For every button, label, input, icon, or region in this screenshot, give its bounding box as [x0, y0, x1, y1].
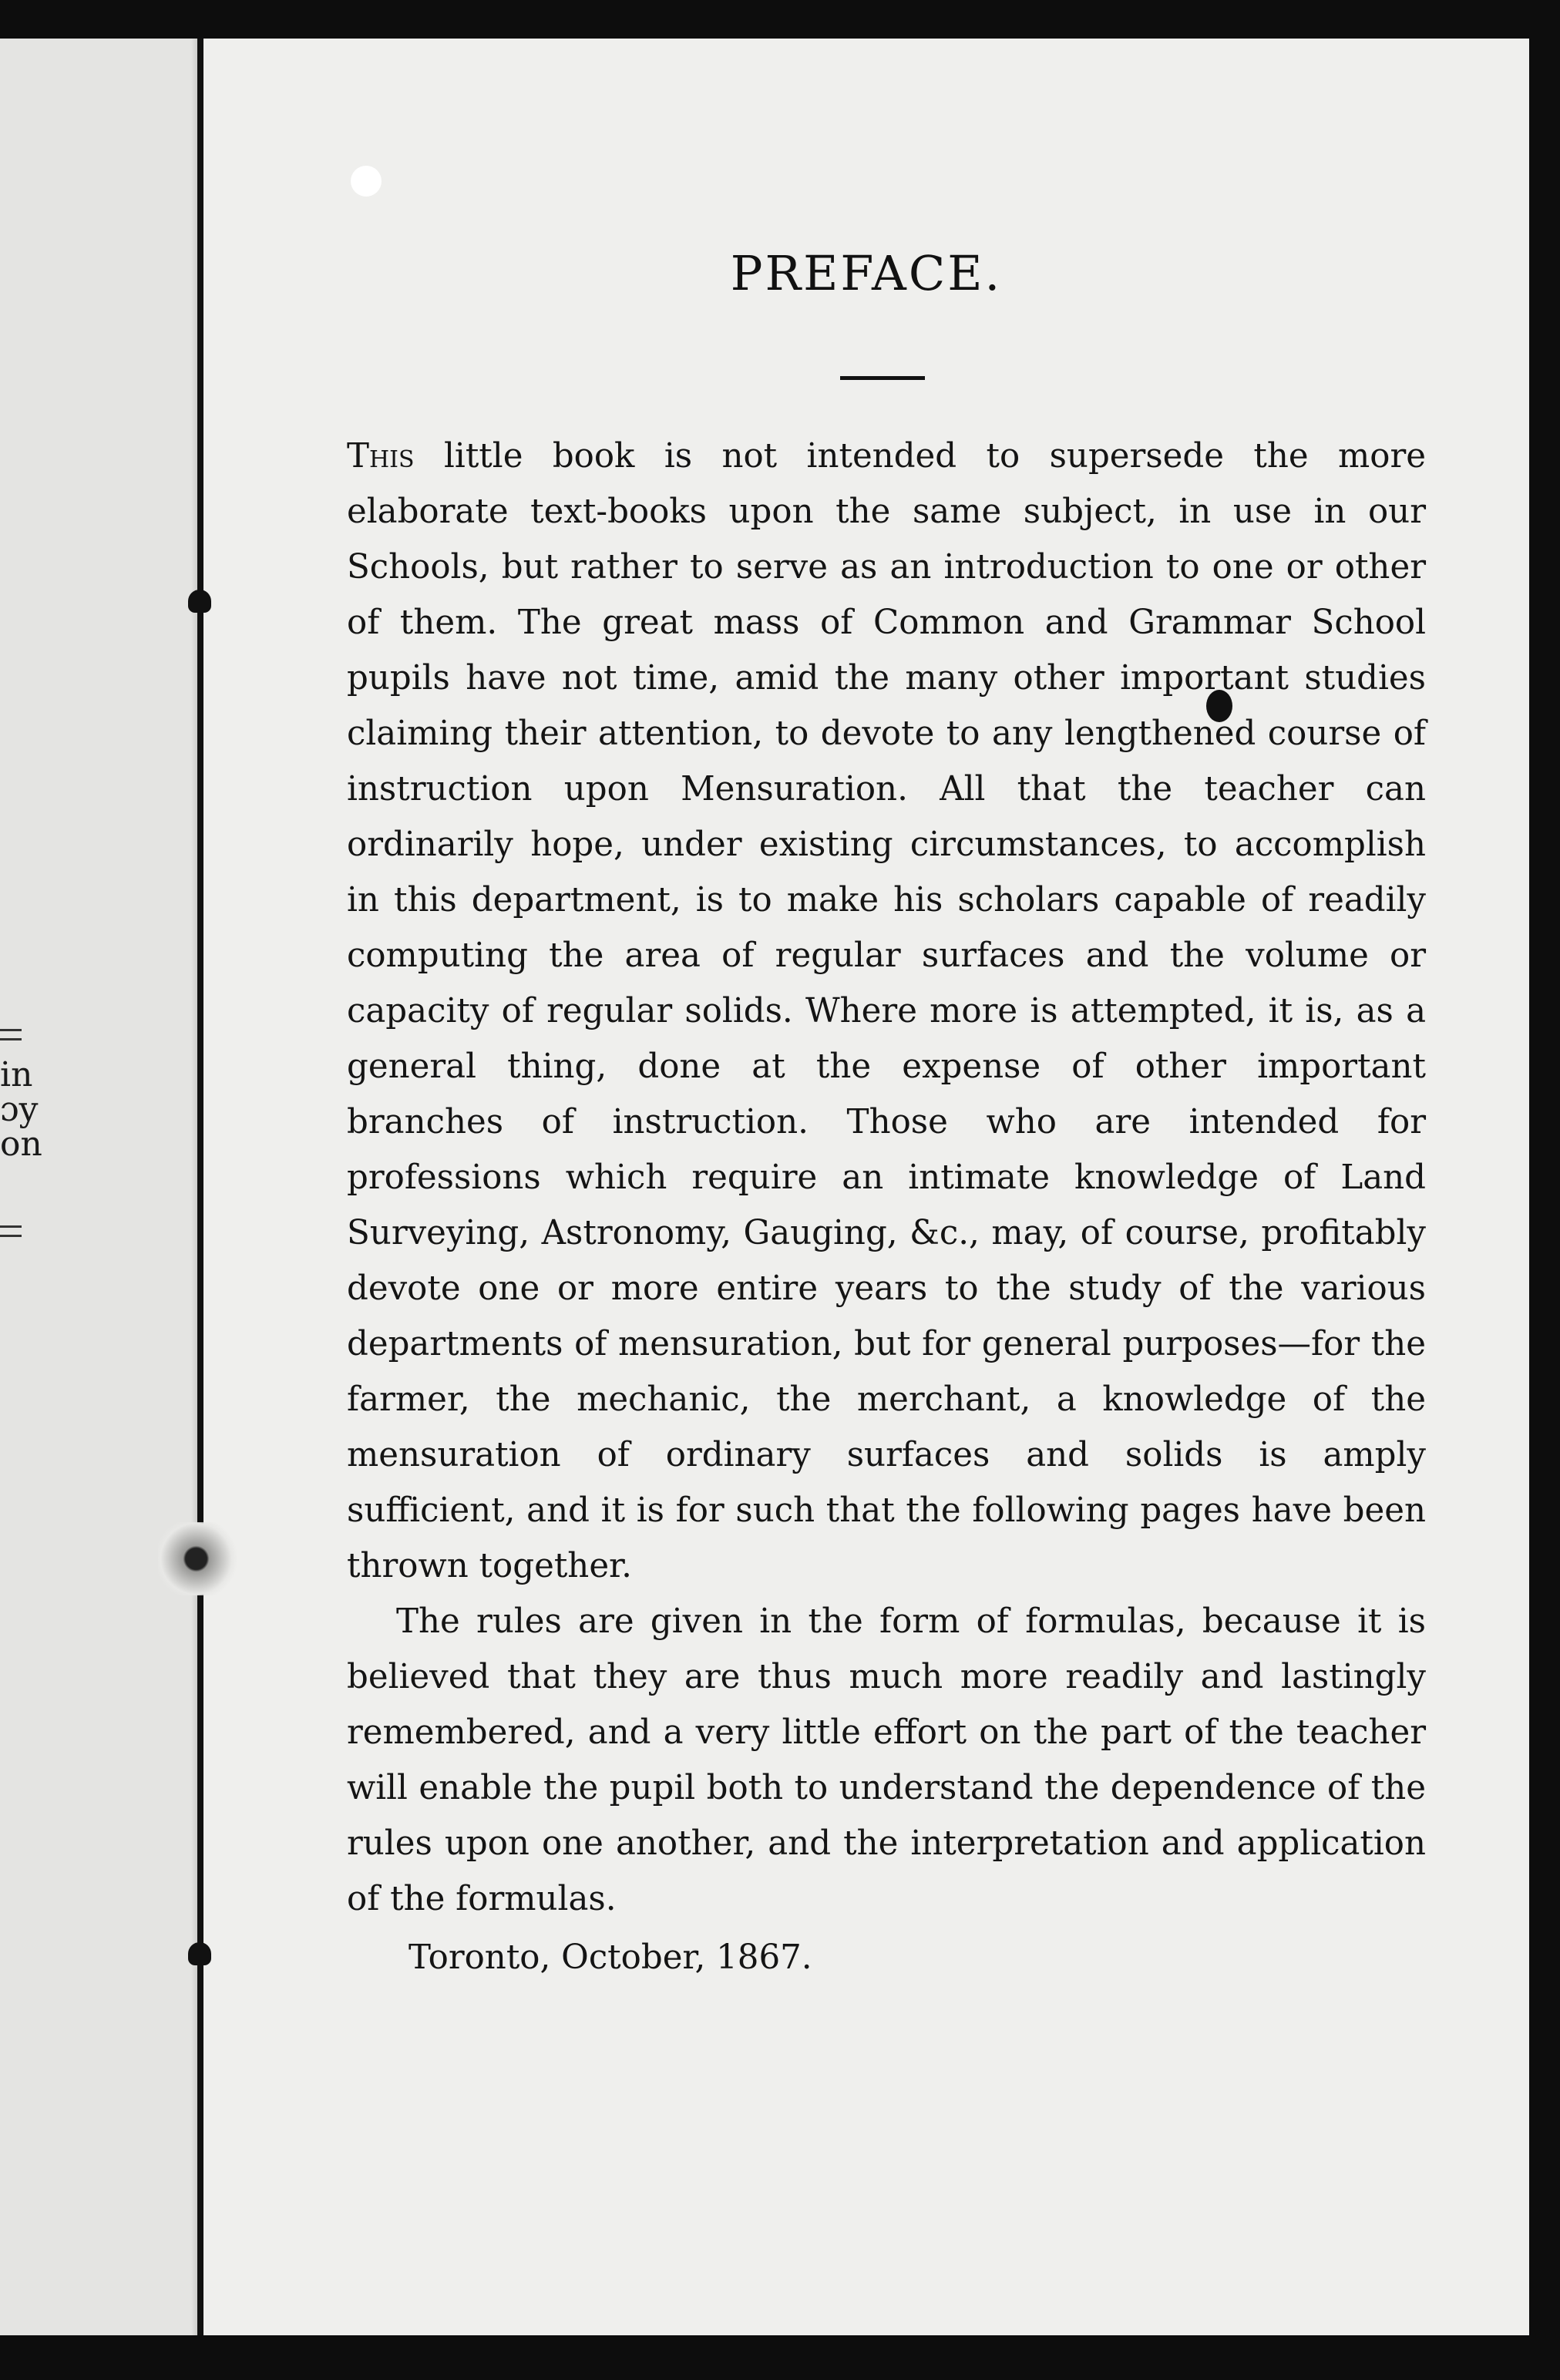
paragraph [347, 1594, 1426, 1927]
page-title: PREFACE. [730, 245, 1003, 301]
binding-tear [158, 1522, 243, 1595]
left-page-rule [0, 1029, 22, 1031]
left-page-text-line: ɔy [0, 1090, 39, 1129]
left-page-rule [0, 1225, 22, 1228]
signoff: Toronto, October, 1867. [408, 1938, 812, 1977]
left-page-edge [0, 39, 202, 2335]
paragraph-text: little book is not intended to supersede the more elaborate text-books upon the same subject, in use in our Schools, but rather to serve as an introduction to one or other of them. The great mass of Common and Grammar School pupils have not time, amid the many other important studies claiming their attention, to devote to any lengthened course of instruction upon Mensuration. All that the teacher can ordinarily hope, under existing circumstances, to accomplish in this department, is to make his scholars capable of readily computing the area of regular surfaces and the volume or capacity of regular solids. Where more is attempted, it is, as a general thing, done at the expense of other important branches of instruction. Those who are intended for professions which require an intimate knowledge of Land Surveying, Astronomy, Gauging, &c., may, of course, profitably devote one or more entire years to the study of the various departments of mensuration, but for general purposes—for the farmer, the mechanic, the merchant, a knowledge of the mensuration of ordinary surfaces and solids is amply sufficient, and it is for such that the following pages have been thrown together. [347, 437, 1426, 1585]
left-page-rule [0, 1038, 22, 1040]
title-rule [840, 376, 925, 380]
paper-speck [351, 166, 382, 197]
paragraph-text: The rules are given in the form of formulas, because it is believed that they are thus much more readily and lastingly remembered, and a very little effort on the part of the teacher will enable the pupil both to understand the dependence of the rules upon one another, and the interpretation and application of the formulas. [347, 1602, 1426, 1918]
left-page-text-line: in [0, 1055, 33, 1094]
left-page-text-line: on [0, 1124, 42, 1164]
scan-border [1529, 39, 1560, 2335]
preface-body [347, 429, 1426, 1985]
paragraph [347, 429, 1426, 1594]
book-spine [197, 39, 203, 2335]
paragraph-lead: This [347, 437, 415, 476]
binding-stitch [188, 590, 211, 613]
binding-stitch [188, 1942, 211, 1965]
left-page-rule [0, 1235, 22, 1237]
